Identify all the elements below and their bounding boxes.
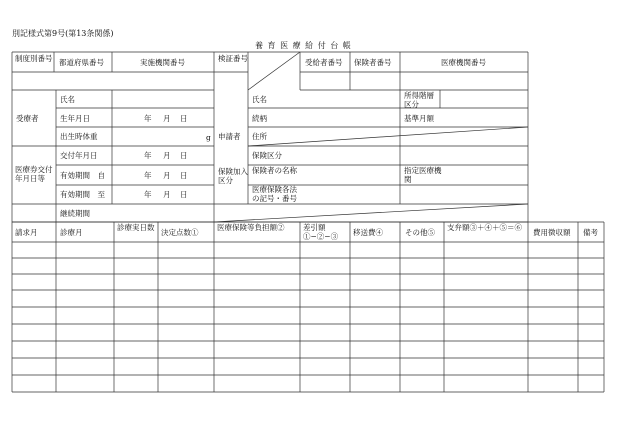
form-title: 養 育 医 療 給 付 台 帳	[255, 41, 352, 50]
valid-from-label: 有効期間 自	[60, 171, 105, 180]
from-day-unit: 日	[180, 171, 188, 180]
to-month-unit: 月	[163, 190, 171, 199]
grid-line	[214, 204, 528, 222]
applicant-name-label: 氏名	[252, 95, 267, 104]
billing-header-difference: 差引額①−②−③	[303, 223, 339, 241]
system-code-label: 制度別番号	[15, 54, 53, 63]
ticket-group-label: 医療券交付年月日等	[15, 165, 53, 183]
billing-header-transport: 移送費④	[353, 228, 383, 237]
birth-weight-label: 出生時体重	[60, 132, 98, 141]
insurance-symbol-number-label: 医療保険各法の記号・番号	[252, 185, 297, 203]
prefecture-code-label: 都道府県番号	[59, 58, 104, 67]
verification-code-label: 検証番号	[218, 54, 248, 63]
grid-line	[248, 52, 300, 90]
form-reference: 別記様式第9号(第13条関係)	[12, 29, 114, 38]
medical-institution-no-label: 医療機関番号	[441, 58, 486, 67]
billing-header-collection: 費用徴収額	[533, 228, 571, 237]
billing-header-insurance-burden: 医療保険等負担額②	[217, 223, 285, 232]
birth-day-unit: 日	[180, 114, 188, 123]
institution-code-label: 実施機関番号	[140, 58, 185, 67]
income-class-label: 所得階層区分	[404, 91, 434, 109]
applicant-relation-label: 続柄	[252, 114, 267, 123]
gram-unit: g	[206, 133, 211, 142]
insurer-no-label: 保険者番号	[354, 58, 392, 67]
issue-month-unit: 月	[163, 151, 171, 160]
to-day-unit: 日	[180, 190, 188, 199]
grid-line	[248, 127, 528, 146]
billing-header-claim-month: 請求月	[15, 228, 38, 237]
from-year-unit: 年	[144, 171, 152, 180]
billing-header-treatment-month: 診療月	[60, 228, 83, 237]
patient-group-label: 受療者	[16, 114, 39, 123]
billing-header-payment: 支弁額③＋④＋⑤＝⑥	[447, 223, 522, 232]
issue-year-unit: 年	[144, 151, 152, 160]
insurer-name-label: 保険者の名称	[252, 166, 297, 175]
issue-day-unit: 日	[180, 151, 188, 160]
issue-date-label: 交付年月日	[60, 151, 98, 160]
applicant-group-label: 申請者	[218, 132, 241, 141]
from-month-unit: 月	[163, 171, 171, 180]
valid-to-label: 有効期間 至	[60, 190, 105, 199]
designated-institution-label: 指定医療機関	[404, 166, 442, 184]
birth-year-unit: 年	[144, 114, 152, 123]
continuation-label: 継続期間	[60, 209, 90, 218]
patient-name-label: 氏名	[60, 95, 75, 104]
insurance-category-label: 保険区分	[252, 151, 282, 160]
billing-header-other: その他⑤	[405, 228, 435, 237]
birth-month-unit: 月	[163, 114, 171, 123]
applicant-address-label: 住所	[252, 132, 267, 141]
billing-header-points: 決定点数①	[161, 228, 199, 237]
base-monthly-label: 基準月額	[404, 114, 434, 123]
billing-header-actual-days: 診療実日数	[117, 223, 155, 232]
to-year-unit: 年	[144, 190, 152, 199]
billing-header-remarks: 備考	[583, 228, 598, 237]
patient-birth-label: 生年月日	[60, 114, 90, 123]
recipient-no-label: 受給者番号	[305, 58, 343, 67]
insurance-group-label: 保険加入区分	[218, 167, 248, 185]
